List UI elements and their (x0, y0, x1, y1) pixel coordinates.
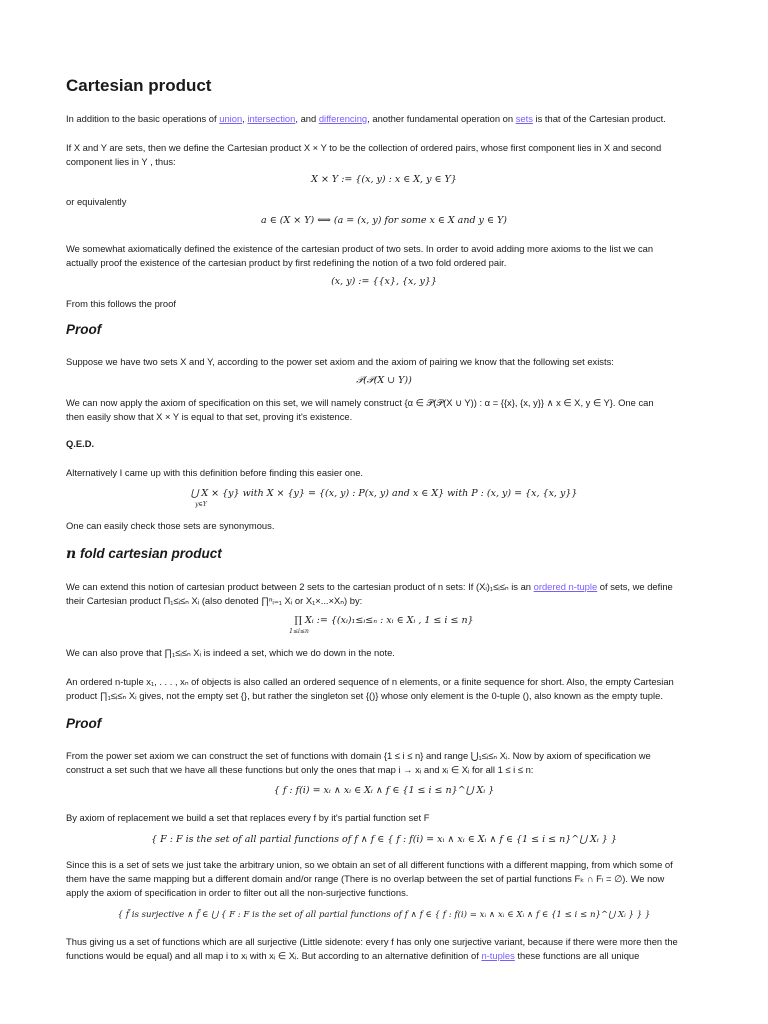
equivalence-equation: a ∈ (X × Y) ⟺ (a = (x, y) for some x ∈ X and y ∈ Y) (261, 215, 507, 226)
power-set-line: From the power set axiom we can construct the set of functions with domain {1 ≤ i ≤ n} and range ⋃₁≤ᵢ≤ₙ Xᵢ. Now by axiom of specification we (66, 750, 651, 761)
n-fold-heading (66, 546, 222, 562)
n-tuples-link[interactable]: n-tuples (481, 950, 515, 961)
ordered-tuple-line: product ∏₁≤ᵢ≤ₙ Xᵢ gives, not the empty set {}, but rather the singleton set {()} whose only element is the 0-tuple (), also known as the empty tuple. (66, 690, 663, 701)
union-link[interactable]: union (219, 113, 243, 124)
sets-link[interactable]: sets (515, 113, 533, 124)
intro-text: In addition to the basic operations of (66, 113, 220, 124)
synonymous-line: One can easily check those sets are synonymous. (66, 520, 275, 531)
partial-function-equation: { F : F is the set of all partial functions of f ∧ f ∈ { f : f(i) = xᵢ ∧ xᵢ ∈ Xᵢ ∧ f ∈ {1 ≤ i ≤ n}^⋃ Xᵢ } } (151, 834, 617, 845)
ordered-pair-equation: (x, y) := {{x}, {x, y}} (331, 276, 437, 287)
qed-text: Q.E.D. (66, 438, 95, 449)
power-set-line: construct a set such that we have all these functions but only the ones that map i → xᵢ and xᵢ ∈ Xᵢ for all 1 ≤ i ≤ n: (66, 764, 534, 775)
since-line: them have the same mapping but a different domain and/or range (There is no overlap between the set of partial functions Fₖ ∩ Fₗ = ∅). We now (66, 873, 665, 884)
union-subscript: y∈Y (195, 501, 207, 508)
alternative-union-equation: ⋃ X × {y} with X × {y} = {(x, y) : P(x, y) and x ∈ X} with P : (x, y) = {x, {x, y}} (190, 488, 578, 499)
n-fold-heading-text: fold cartesian product (76, 546, 222, 561)
or-equivalently-text: or equivalently (66, 196, 127, 207)
since-line: Since this is a set of sets we just take the arbitrary union, so we obtain an set of all different functions with a different mapping, from which some of (66, 859, 673, 870)
intro-separator: , (242, 113, 248, 124)
proof-heading: Proof (66, 322, 102, 337)
definition-line: If X and Y are sets, then we define the Cartesian product X × Y to be the collection of ordered pairs, whose first component lies in X and second (66, 142, 662, 153)
proof-heading: Proof (66, 716, 102, 731)
thus-line: Thus giving us a set of functions which are all surjective (Little sidenote: every f has only one surjective variant, because if there were more then the (66, 936, 678, 947)
ordered-n-tuple-link[interactable]: ordered n-tuple (533, 581, 598, 592)
power-set-equation: 𝒫(𝒫(X ∪ Y)) (356, 375, 412, 386)
product-subscript: 1≤i≤n (289, 628, 309, 635)
from-this-text: From this follows the proof (66, 298, 176, 309)
cartesian-product-equation: X × Y := {(x, y) : x ∈ X, y ∈ Y} (311, 174, 457, 185)
intro-separator: , and (295, 113, 319, 124)
differencing-link[interactable]: differencing (318, 113, 368, 124)
extend-line: their Cartesian product Π₁≤ᵢ≤ₙ Xᵢ (also denoted ∏ⁿᵢ₌₁ Xᵢ or X₁×...×Xₙ) by: (66, 595, 363, 606)
intersection-link[interactable]: intersection (247, 113, 296, 124)
ordered-tuple-line: An ordered n-tuple x₁, . . . , xₙ of objects is also called an ordered sequence of n elements, or a finite sequence for short. Also, the empty Cartesian (66, 676, 674, 687)
intro-text: , another fundamental operation on (367, 113, 516, 124)
intro-paragraph (66, 112, 706, 126)
suppose-line: Suppose we have two sets X and Y, according to the power set axiom and the axiom of pairing we know that the following set exists: (66, 356, 614, 367)
axiom-paragraph-line: actually proof the existence of the cartesian product by first redefining the notion of a two fold ordered pair. (66, 257, 507, 268)
axiom-paragraph-line: We somewhat axiomatically defined the existence of the cartesian product of two sets. In order to avoid adding more axioms to the list we can (66, 243, 654, 254)
extend-paragraph (66, 580, 706, 594)
specification-line: We can now apply the axiom of specification on this set, we will namely construct {α ∈ 𝒫(𝒫(X ∪ Y)) : α = {{x}, {x, y}} ∧ x ∈ X, y ∈ Y}. One can (66, 397, 654, 408)
intro-text: is that of the Cartesian product. (532, 113, 666, 124)
surjective-equation: { f̃ is surjective ∧ f̃ ∈ ⋃ { F : F is the set of all partial functions of f ∧ f ∈ { f : f(i) = xᵢ ∧ xᵢ ∈ Xᵢ ∧ f ∈ {1 ≤ i ≤ n}^⋃ Xᵢ } } } (117, 910, 651, 920)
thus-text: these functions are all unique (514, 950, 640, 961)
alternative-line: Alternatively I came up with this definition before finding this easier one. (66, 467, 364, 478)
extend-text: of sets, we define (597, 581, 673, 592)
n-variable: n (66, 546, 77, 562)
definition-line: component lies in Y , thus: (66, 156, 176, 167)
n-fold-product-equation: ∏ Xᵢ := {(xᵢ)₁≤ᵢ≤ₙ : xᵢ ∈ Xᵢ , 1 ≤ i ≤ n} (294, 615, 474, 626)
extend-text: We can extend this notion of cartesian product between 2 sets to the cartesian product of n sets: If (Xᵢ)₁≤ᵢ≤ₙ is an (66, 581, 534, 592)
thus-text: functions would be equal) and all map i to xᵢ with xᵢ ∈ Xᵢ. But according to an alternative definition of (66, 950, 482, 961)
prove-line: We can also prove that ∏₁≤ᵢ≤ₙ Xᵢ is indeed a set, which we do down in the note. (66, 647, 395, 658)
function-set-equation: { f : f(i) = xᵢ ∧ xᵢ ∈ Xᵢ ∧ f ∈ {1 ≤ i ≤ n}^⋃ Xᵢ } (273, 785, 495, 796)
replacement-line: By axiom of replacement we build a set that replaces every f by it's partial function set F (66, 812, 430, 823)
specification-line: then easily show that X × Y is equal to that set, proving it's existence. (66, 411, 353, 422)
thus-paragraph (66, 949, 706, 963)
page-title: Cartesian product (66, 76, 212, 95)
since-line: apply the axiom of specification in order to filter out all the non-surjective functions. (66, 887, 409, 898)
